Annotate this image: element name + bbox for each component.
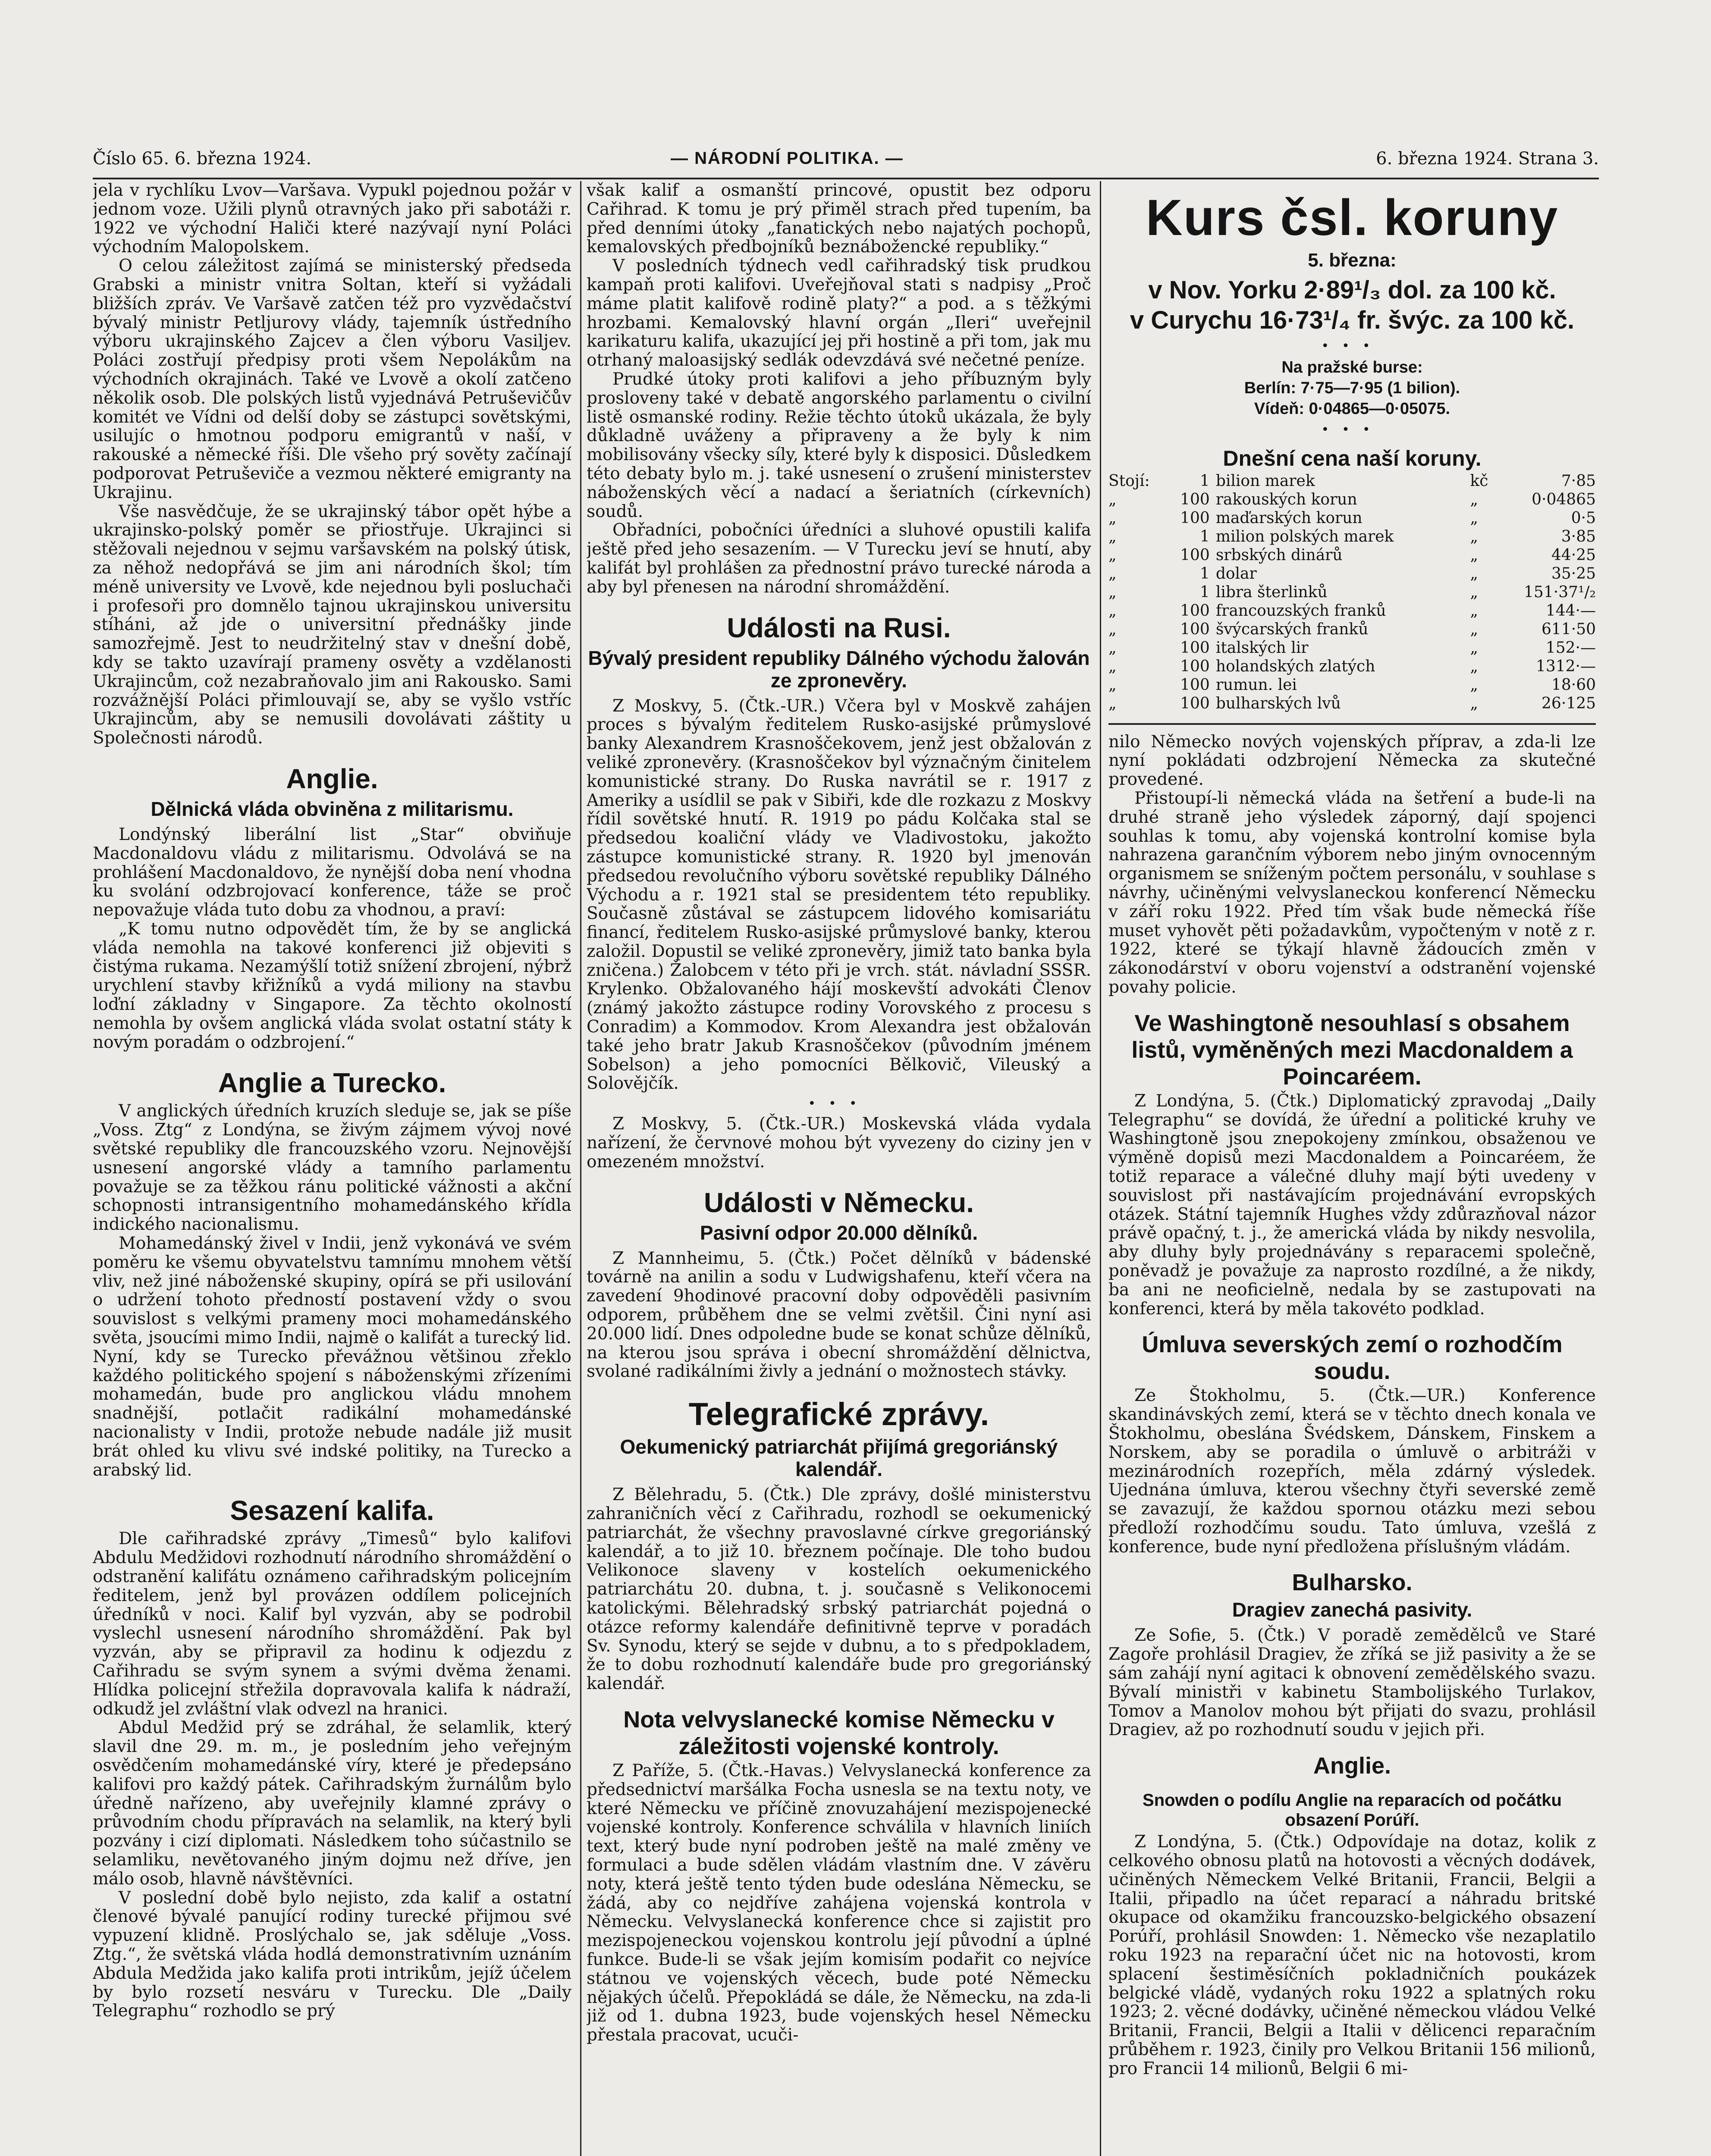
rate-value: 44·25 [1551,546,1596,564]
rate-quantity: 1 [1199,527,1210,545]
rate-row [1108,602,1596,620]
section-rule [1108,723,1596,725]
article-paragraph: Mohamedánský živel v Indii, jenž vykonává ve svém poměru ke všemu obyvatelstvu tamnímu mnohem větší vliv, než jiné náboženské skupiny, opírá se při usilování o udržení tohoto předností postavení vždy o svou souvislost s velkými prameny moci mohamedánského světa, jsoucími mimo Indii, najmě o kalifát a turecký lid. Nyní, kdy se Turecko převážnou většinou zřeklo každého politického spojení s náboženskými zřízeními mohamedán, bude pro anglickou vládu mnohem snadnější, potlačit radikální mohamedánské nacionalisty v Indii, protože nebude nadále již musit brát ohled ku vlivu své indské politiky, na Turecko a arabský lid. [93,1234,571,1480]
rate-value: 26·125 [1541,694,1596,712]
article-paragraph: V posledních týdnech vedl cařihradský tisk prudkou kampaň proti kalifovi. Uveřejňoval stati s nadpisy „Proč máme platit kalifově rodině platy?“ a pod. a s těžkými hrozbami. Kemalovský hlavní orgán „Ileri“ uveřejnil karikaturu kalifa, ukazující jej při hostině a při tom, jak mu otrhaný maloasijský sedlák odevzdává své nečetné peníze. [587,256,1091,370]
column-3 [1108,181,1596,2156]
article-paragraph: nilo Německo nových vojenských příprav, a zda-li lze nyní pokládati odzbrojení Německa za skutečné provedené. [1108,732,1596,790]
rate-row [1108,694,1596,713]
article-paragraph: O celou záležitost zajímá se ministerský předseda Grabski a ministr vnitra Soltan, kteří si vyžádali bližších zpráv. Ve Varšavě zatčen též pro vyzvědačství bývalý ministr Petljurovy vlády, tajemník ústředního výboru ukrajinského Zajcev a člen výboru Vasiljev. Poláci zostřují předpisy proti všem Nepolákům na východních okrajinách. Také ve Lvově a okolí zatčeno několik osob. Dle polských listů vyjednává Petruševičův komitét ve Vídni od delší doby se zástupci sovětskými, usilujíc o hmotnou podporu emigrantů v naší, v rakouské a německé říši. Dle všeho prý sověty začínají podporovat Petruševiče a vezmou některé emigranty na Ukrajinu. [93,256,571,502]
rate-unit: „ [1470,639,1479,657]
rate-row [1108,472,1596,490]
article-paragraph: Ze Štokholmu, 5. (Čtk.—UR.) Konference skandinávských zemí, která se v těchto dnech konala ve Štokholmu, obeslána Švédskem, Dánskem, Finskem a Norskem, aby se poradila o úmluvě o arbitráži v mezinárodních rozepřích, měla zdárný výsledek. Ujednána úmluva, kterou všechny čtyři severské země se zavazují, že každou spornou otázku mezi sebou předloží rozhodčímu soudu. Tato úmluva, vzešlá z konference, bude nyní předložena příslušným vládám. [1108,1386,1596,1557]
rate-value: 3·85 [1561,527,1596,545]
section-heading: Události v Německu. [704,1187,974,1218]
rate-row [1108,657,1596,676]
rate-quantity: 100 [1180,657,1210,675]
rate-currency-name: srbských dinárů [1215,546,1343,564]
rate-unit: „ [1470,676,1479,694]
rate-currency-name: bulharských lvů [1215,694,1341,712]
article-subheading: Oekumenický patriarchát přijímá gregoriánský kalendář. [620,1435,1058,1481]
burse-label: Na pražské burse: [1281,358,1423,376]
article-heading: Nota velvyslanecké komise Německu v záležitosti vojenské kontroly. [623,1707,1055,1759]
article-subheading: Dělnická vláda obviněna z militarismu. [151,797,514,820]
rate-row [1108,564,1596,583]
article-subheading: Bývalý president republiky Dálného východu žalován ze zpronevěry. [588,646,1090,692]
rate-unit: „ [1470,490,1479,508]
rate-unit: „ [1470,509,1479,527]
rate-unit: „ [1470,564,1479,583]
rate-row [1108,620,1596,639]
article-paragraph: Ze Sofie, 5. (Čtk.) V poradě zemědělců ve Staré Zagoře prohlásil Dragiev, že zříká se již pasivity a že se sám zahájí nyní agitaci k obnovení zemědělského svazu. Bývalí ministři v kabinetu Stambolijského Turlakov, Tomov a Manolov mohou být přijati do svazu, prohlásil Dragiev, až po rozhodnutí soudu v jejich při. [1108,1626,1596,1740]
rate-row [1108,639,1596,657]
rate-currency-name: rakouských korun [1215,490,1357,508]
rate-value: 0·5 [1571,509,1596,527]
rates-title: Dnešní cena naší koruny. [1223,446,1482,470]
rate-vienna: Vídeň: 0·04865—0·05075. [1254,399,1450,418]
article-paragraph: Z Bělehradu, 5. (Čtk.) Dle zprávy, došlé ministerstvu zahraničních věcí z Cařihradu, rozhodl se oekumenický patriarchát, že všechny pravoslavné církve gregoriánský kalendář, a to již 10. březnem počínaje. Dle toho budou Velikonoce slaveny v kostelích oekumenického patriarchátu 20. dubna, t. j. současně s Velikonocemi katolickými. Bělehradský srbský patriarchát pojedná o otázce reformy kalendáře definitivně teprve v poradách Sv. Synodu, který se sejde v dubnu, a to s předpokladem, že to dobu rozhodnutí kalendáře bude pro gregoriánský kalendář. [587,1485,1091,1694]
article-paragraph: Z Moskvy, 5. (Čtk.-UR.) Včera byl v Moskvě zahájen proces s bývalým ředitelem Rusko-asijské průmyslové banky Alexandrem Krasnoščekovem, jenž jest obžalován z veliké zpronevěry. (Krasnoščekov byl význačným činitelem komunistické strany. Do Ruska navrátil se r. 1917 z Ameriky a usídlil se pak v Sibiři, kde dle rozkazu z Moskvy řídil sovětské hnutí. R. 1919 po pádu Kolčaka stal se předsedou koaliční vlády ve Vladivostoku, jakožto zástupce komunistické strany. R. 1920 byl jmenován předsedou revolučního výboru sovětské republiky Dálného Východu a r. 1921 stal se presidentem této republiky. Současně zůstával se zástupcem lidového komisariátu financí, ředitelem Rusko-asijské průmyslové banky, kterou založil. Dopustil se veliké zpronevěry, jimiž tato banka byla zničena.) Žalobcem v této při je vrch. stát. návladní SSSR. Krylenko. Obžalovaného hájí moskevští advokáti Členov (známý jakožto zástupce rodiny Vorovského z procesu s Conradim) a Kommodov. Krom Alexandra jest obžalován také jeho bratr Jakub Krasnoščekov (původním jménem Sobelson) a jeho pomocníci Bělkovič, Vileuský a Solovějčík. [587,696,1091,1094]
rate-value: 152·— [1545,639,1596,657]
section-heading: Telegrafické zprávy. [688,1396,989,1432]
rate-value: 35·25 [1551,564,1596,583]
column-divider [580,181,581,2156]
rate-currency-name: francouzských franků [1215,602,1386,620]
rate-currency-name: bilion marek [1215,472,1315,490]
rate-prefix: „ [1108,620,1117,638]
rate-row [1108,546,1596,564]
rate-unit: kč [1470,472,1488,490]
article-subheading: Pasivní odpor 20.000 dělníků. [700,1221,978,1244]
rate-quantity: 100 [1180,694,1210,712]
rate-row [1108,527,1596,546]
separator-dots: ••• [1321,338,1383,354]
article-subheading: Dragiev zanechá pasivity. [1232,1598,1472,1621]
article-paragraph: V poslední době bylo nejisto, zda kalif a ostatní členové bývalé panující rodiny turecké přijmou své vypuzení klidně. Proslýchalo se, jak sděluje „Voss. Ztg.“, že světská vláda hodlá demonstrativním uznáním Abdula Medžida jako kalifa proti intrikům, jejíž účelem by bylo rozsetí nesváru v Turecku. Dle „Daily Telegraphu“ rozhodlo se prý [93,1888,571,2021]
header-masthead: — NÁRODNÍ POLITIKA. — [671,149,904,168]
article-paragraph: Z Paříže, 5. (Čtk.-Havas.) Velvyslanecká konference za předsednictví maršálka Focha usnesla se na textu noty, ve které Německu ve příčině znovuzahájení mezispojenecké vojenské kontroly. Konference schválila v hlavních liniích text, který bude nyní podroben ještě na malé změny ve formulaci a bude sdělen vládám vlastním dne. V závěru noty, která ještě tento týden bude odeslána Německu, se žádá, aby co nejdříve zahájena vojenská kontrola v Německu. Velvyslanecká konference chce si zajistit pro mezispojeneckou vojenskou kontrolu její původní a úplné funkce. Bude-li se však jejím komisím podařit co nejvíce státnou ve vojenských věcech, bude poté Německu nějakých účelů. Přepokládá se dále, že Německu, na zda-li již od 1. dubna 1923, bude vojenských hesel Německu přestala pracovat, ucuči- [587,1761,1091,2045]
rate-prefix: „ [1108,602,1117,620]
rate-value: 0·04865 [1532,490,1596,508]
rate-row [1108,583,1596,602]
rate-quantity: 100 [1180,602,1210,620]
section-heading: Bulharsko. [1292,1570,1413,1596]
separator-dots: ••• [808,1096,870,1112]
header-rule [93,178,1599,179]
rate-unit: „ [1470,694,1479,712]
article-subheading: Snowden o podílu Anglie na reparacích od počátku obsazení Porúří. [1143,1791,1562,1830]
rate-value: 144·— [1545,602,1596,620]
section-heading: Události na Rusi. [727,612,951,643]
rate-currency-name: libra šterlinků [1215,583,1328,601]
article-paragraph: „K tomu nutno odpovědět tím, že by se anglická vláda nemohla na takové konferenci již objeviti s čistýma rukama. Nezamýšlí totiž snížení zbrojení, nýbrž urychlení stavby křižníků a vydá miliony na stavbu loďní základny v Singapore. Za těchto okolností nemohla by ovšem anglická vláda svolat ostatní státy k novým poradám o odzbrojení.“ [93,919,571,1052]
rate-value: 151·37¹/₂ [1524,583,1596,601]
rate-quantity: 1 [1199,583,1210,601]
rate-quantity: 100 [1180,509,1210,527]
rate-value: 1312·— [1535,657,1596,675]
rate-currency-name: dolar [1215,564,1257,583]
article-paragraph: však kalif a osmanští princové, opustit bez odporu Cařihrad. K tomu je prý přiměl strach před tupením, ba před denními útoky „fanatických nebo najatých pochopů, kemalovských předbojníků beznábožencké republiky.“ [587,181,1091,257]
rate-quantity: 100 [1180,620,1210,638]
rate-value: 7·85 [1561,472,1596,490]
column-1 [93,181,571,2156]
article-paragraph: Přistoupí-li německá vláda na šetření a bude-li na druhé straně jeho výsledek záporný, dají spojenci souhlas k tomu, aby vojenská kontrolní komise byla nahrazena garančním výborem nebo jiným ovnocenným organismem se sníženým počtem personálu, v souhlase s návrhy, učiněnými velvyslaneckou konferencí Německu v září roku 1922. Před tím však bude německá říše muset vyhovět pěti požadavkům, vypočteným v notě z r. 1922, které se týkají hlavně žádoucích změn v zákonodárství v oboru vojenství a odstranění vojenské povahy policie. [1108,788,1596,997]
rate-value: 18·60 [1551,676,1596,694]
rate-quantity: 100 [1180,546,1210,564]
page-header [93,149,1599,179]
section-heading: Anglie a Turecko. [218,1067,446,1099]
rate-row [1108,509,1596,527]
rate-currency-name: rumun. lei [1215,676,1297,694]
rate-prefix: „ [1108,564,1117,583]
article-paragraph: Z Londýna, 5. (Čtk.) Diplomatický zpravodaj „Daily Telegraphu“ se dovídá, že úřední a politické kruhy ve Washingtoně jsou znepokojeny zmínkou, obsaženou ve výměně dopisů mezi Macdonaldem a Poincaréem, že totiž reparace a válečné dluhy mají býti uvedeny v souvislost při nastávajícím projednávání evropských otázek. Státní tajemník Hughes vždy zdůrazňoval názor právě opačný, t. j., že americká vláda by nikdy nesvolila, aby dluhy byly projednávány s reparacemi společně, poněvadž je považuje za naprosto rozdílné, a že nikdy, ba ani ne neoficielně, nedala by se zastupovati na konferenci, která by měla takovéto podklad. [1108,1091,1596,1319]
rate-berlin: Berlín: 7·75—7·95 (1 bilion). [1244,379,1460,397]
separator-dots: ••• [1321,422,1383,437]
rate-prefix: „ [1108,676,1117,694]
rate-currency-name: holandských zlatých [1215,657,1375,675]
rate-prefix: „ [1108,639,1117,657]
rate-currency-name: maďarských korun [1215,509,1363,527]
rate-prefix: „ [1108,546,1117,564]
article-paragraph: Vše nasvědčuje, že se ukrajinský tábor opět hýbe a ukrajinsko-polský poměr se přiostřuje. Ukrajinci si stěžovali nejednou v sejmu varšavském na polský útisk, za něhož nedopřává se jim ani národních škol; tím méně university ve Lvově, kde nejednou byli posluchači i profesoři pro domnělo tajnou ukrajinskou universitu stíháni, až jde o universitní přednášky jinde samozřejmě. Jest to neudržitelný stav v dnešní době, kdy se takto uzavírají prameny osvěty a vzdělanosti Ukrajincům, což nezabraňovalo jim ani Rakousko. Sami rozvážnější Poláci přimlouvají se, aby se vyšlo vstříc Ukrajincům, aby se nemusili dovolávati záštity u Společnosti národů. [93,501,571,748]
section-heading: Anglie. [1313,1753,1391,1779]
rate-currency-name: milion polských marek [1215,527,1394,545]
rate-prefix: „ [1108,527,1117,545]
currency-date: 5. března: [1308,250,1397,271]
rate-prefix: „ [1108,583,1117,601]
section-heading: Sesazení kalifa. [230,1495,434,1526]
rate-quantity: 100 [1180,490,1210,508]
rate-unit: „ [1470,620,1479,638]
article-paragraph: Z Londýna, 5. (Čtk.) Odpovídaje na dotaz, kolik z celkového obnosu platů na hotovosti a věcných dodávek, učiněných Německem Velké Britanii, Francii, Belgii a Italii, připadlo na účet reparací a náhradu britské okupace od okamžiku francouzsko-belgického obsazení Porúří, prohlásil Snowden: 1. Německo vše nezaplatilo roku 1923 na reparační účet nic na hotovosti, krom splacení šestiměsíčních pokladničních poukázek belgické vládě, vydaných roku 1922 a splatných roku 1923; 2. věcné dodávky, učiněné německou vládou Velké Britanii, Francii, Belgii a Italii v dělicenci reparačním průběhem r. 1923, činily pro Velkou Britanii 156 milionů, pro Francii 14 milionů, Belgii 6 mi- [1108,1832,1596,2078]
rate-row [1108,490,1596,509]
article-heading: Ve Washingtoně nesouhlasí s obsahem listů, vyměněných mezi Macdonaldem a Poincaréem. [1131,1010,1573,1090]
rate-new-york: v Nov. Yorku 2·89¹/₃ dol. za 100 kč. [1148,276,1556,304]
rate-currency-name: švýcarských franků [1215,620,1369,638]
rate-quantity: 1 [1199,564,1210,583]
rate-unit: „ [1470,527,1479,545]
rate-row [1108,676,1596,694]
column-2 [587,181,1091,2156]
article-paragraph: V anglických úředních kruzích sleduje se, jak se píše „Voss. Ztg“ z Londýna, se živým zájmem vývoj nové světské republiky dle francouzského vzoru. Nejnovější usnesení angorské vlády a tamního parlamentu považuje se za těžkou ránu politické vážnosti a akční schopnosti intransigentního mohamedánského křídla indického nacionalismu. [93,1101,571,1235]
header-issue-number: Číslo 65. 6. března 1924. [93,149,312,169]
rate-value: 611·50 [1541,620,1596,638]
article-paragraph: Londýnský liberální list „Star“ obviňuje Macdonaldovu vládu z militarismu. Odvolává se na prohlášení Macdonaldovo, že nynější doba není vhodna ku svolání odzbrojovací konference, táže se proč nepovažuje vláda tuto dobu za vhodnou, a praví: [93,824,571,920]
rate-prefix: „ [1108,694,1117,712]
article-paragraph: Dle cařihradské zprávy „Timesů“ bylo kalifovi Abdulu Medžidovi rozhodnutí národního shromáždění o odstranění kalifátu oznámeno cařihradským policejním ředitelem, jenž byl provázen oddílem policejních úředníků v noci. Kalif byl vyzván, aby se podrobil vyslechl usnesení národního shromáždění. Pak byl vyzván, aby se připravil za hodinu k odjezdu z Cařihradu se svým synem a svými dvěma ženami. Hlídka policejní střežila dopravovala kalifa k nádraží, odkudž jel zvláštní vlak odvezl na hranici. [93,1529,571,1719]
rate-prefix: „ [1108,509,1117,527]
rate-quantity: 100 [1180,676,1210,694]
article-paragraph: Z Mannheimu, 5. (Čtk.) Počet dělníků v bádenské továrně na anilin a sodu v Ludwigshafenu, kteří včera na zavedení 9hodinové pracovní doby odpověděli pasivním odporem, průběhem dne se velmi zvětšil. Čini nyní asi 20.000 lidí. Dnes odpoledne bude se konat schůze dělníků, na kterou jsou správa i obecní shromáždění dělnictva, svolané radikálními živly a jednání o možnostech stávky. [587,1248,1091,1382]
rate-prefix: „ [1108,657,1117,675]
section-heading: Anglie. [286,763,378,794]
rate-unit: „ [1470,602,1479,620]
rate-prefix: „ [1108,490,1117,508]
rate-unit: „ [1470,546,1479,564]
rate-unit: „ [1470,657,1479,675]
article-paragraph: Z Moskvy, 5. (Čtk.-UR.) Moskevská vláda vydala nařízení, že červnové mohou být vyvezeny do ciziny jen v omezeném množství. [587,1114,1091,1172]
header-date-page: 6. března 1924. Strana 3. [1376,149,1599,169]
rate-currency-name: italských lir [1215,639,1309,657]
article-paragraph: Obřadníci, pobočníci úředníci a sluhové opustili kalifa ještě před jeho sesazením. — V Turecku jeví se hnutí, aby kalifát byl prohlášen za přednostní právo turecké národa a aby byl přenesen na národní shromáždění. [587,520,1091,597]
currency-title: Kurs čsl. koruny [1146,189,1559,246]
rate-unit: „ [1470,583,1479,601]
article-paragraph: jela v rychlíku Lvov—Varšava. Vypukl pojednou požár v jednom voze. Užili plynů otravných jako při sabotáži r. 1922 ve východní Haliči které nazývají nyní Poláci východním Malopolskem. [93,181,571,257]
article-heading: Úmluva severských zemí o rozhodčím soudu. [1142,1332,1563,1385]
rate-prefix: Stojí: [1108,472,1150,490]
rates-table [1108,472,1596,713]
rate-quantity: 100 [1180,639,1210,657]
column-divider [1100,181,1101,2156]
rate-zurich: v Curychu 16·73¹/₄ fr. švýc. za 100 kč. [1130,306,1575,334]
currency-box [1108,190,1596,713]
article-paragraph: Abdul Medžid prý se zdráhal, že selamlik, který slavil dne 29. m. m., je posledním jeho veřejným osvědčením mohamedánské víry, které je předepsáno kalifovi pro každý pátek. Cařihradským žurnálům bylo úředně nařízeno, aby uveřejnily klamné zprávy o průvodním chodu přípravách na selamlik, na který byli pozvány i cizí diplomati. Následkem toho súčastnilo se selamliku, nevětovaného jiným dojmu než dříve, jen málo osob, hlavně návštěvníci. [93,1718,571,1889]
article-paragraph: Prudké útoky proti kalifovi a jeho příbuzným byly prosloveny také v debatě angorského parlamentu o civilní listě osmanské rodiny. Režie těchto útoků ukázala, že byly důkladně uváženy a připraveny a že byly k nim mobilisovány všecky síly, které byly k disposici. Důsledkem této debaty bylo m. j. také usnesení o zrušení ministerstev náboženských věcí a nadací a šeriatních (církevních) soudů. [587,369,1091,521]
rate-quantity: 1 [1199,472,1210,490]
